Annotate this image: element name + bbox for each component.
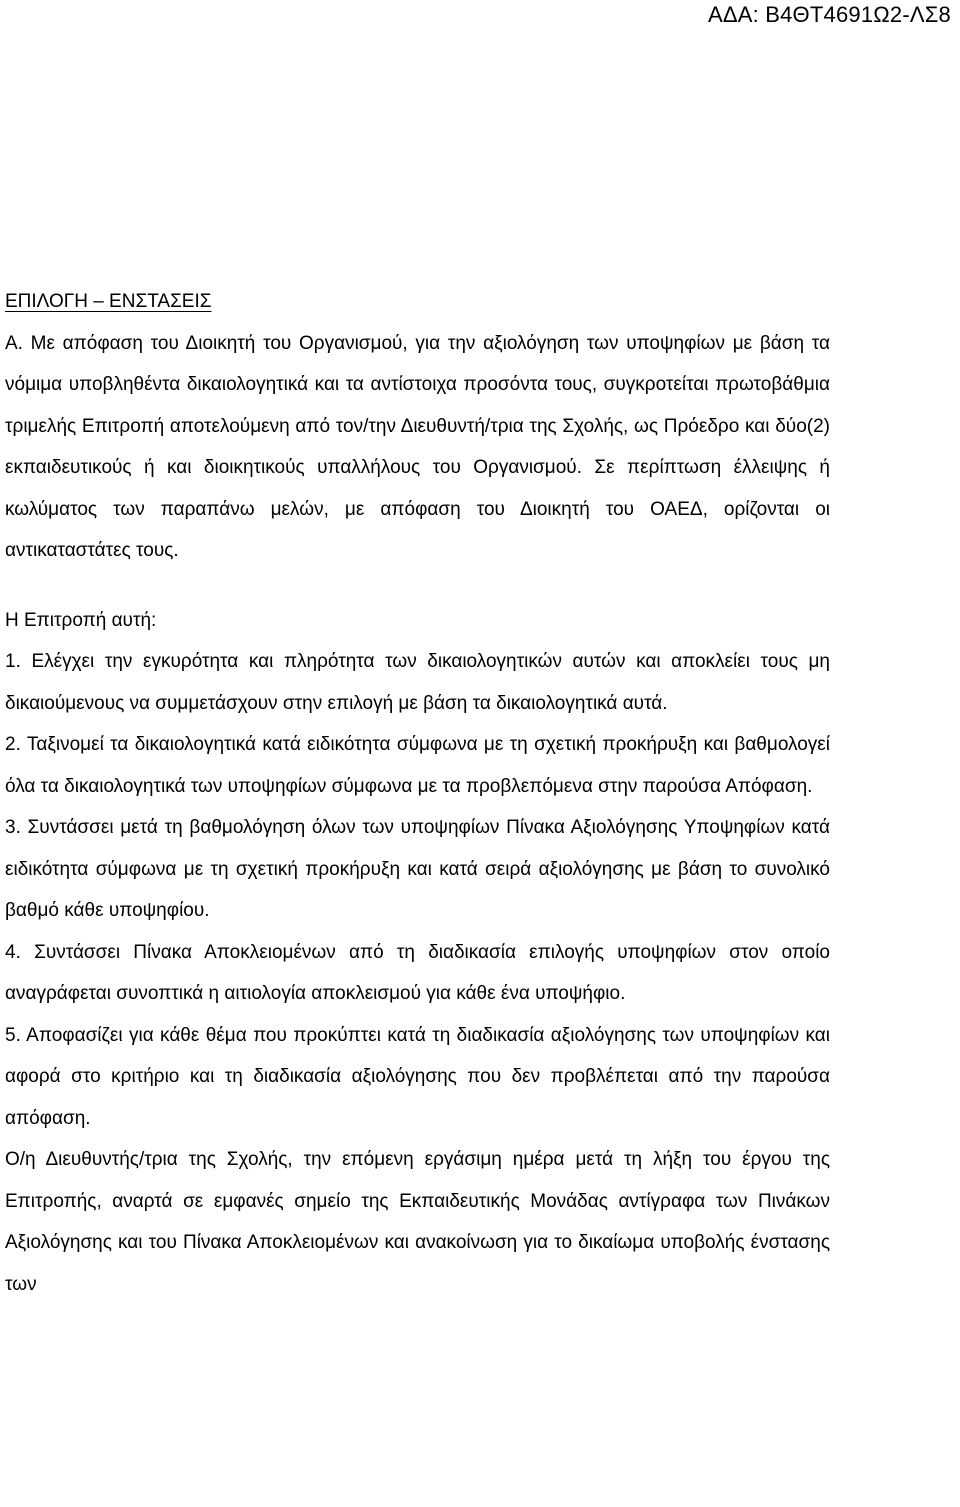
duty-item-5: 5. Αποφασίζει για κάθε θέμα που προκύπτει κατά τη διαδικασία αξιολόγησης των υποψηφίων και αφορά στο κριτήριο και τη διαδικασία αξιολόγησης που δεν προβλέπεται από την παρούσα απόφαση. [5,1024,830,1129]
duty-item-2: 2. Ταξινομεί τα δικαιολογητικά κατά ειδικότητα σύμφωνα με τη σχετική προκήρυξη και βαθμολογεί όλα τα δικαιολογητικά των υποψηφίων σύμφωνα με τα προβλεπόμενα στην παρούσα Απόφαση. [5,734,830,797]
committee-label: Η Επιτροπή αυτή: [5,609,157,631]
duty-item-3: 3. Συντάσσει μετά τη βαθμολόγηση όλων των υποψηφίων Πίνακα Αξιολόγησης Υποψηφίων κατά ειδικότητα σύμφωνα με τη σχετική προκήρυξη και κατά σειρά αξιολόγησης με βάση το συνολικό βαθμό κάθε υποψηφίου. [5,817,830,921]
document-body [5,281,830,1305]
duties-list [5,641,830,1139]
duty-item-4: 4. Συντάσσει Πίνακα Αποκλειομένων από τη διαδικασία επιλογής υποψηφίων στον οποίο αναγράφεται συνοπτικά η αιτιολογία αποκλεισμού για κάθε ένα υποψήφιο. [5,941,830,1004]
section-title: ΕΠΙΛΟΓΗ – ΕΝΣΤΑΣΕΙΣ [5,291,212,312]
duty-item-1: 1. Ελέγχει την εγκυρότητα και πληρότητα των δικαιολογητικών αυτών και αποκλείει τους μη δικαιούμενους να συμμετάσχουν στην επιλογή με βάση τα δικαιολογητικά αυτά. [5,651,830,714]
paragraph-a: Α. Με απόφαση του Διοικητή του Οργανισμού, για την αξιολόγηση των υποψηφίων με βάση τα νόμιμα υποβληθέντα δικαιολογητικά και τα αντίστοιχα προσόντα τους, συγκροτείται πρωτοβάθμια τριμελής Επιτροπή αποτελούμενη από τον/την Διευθυντή/τρια της Σχολής, ως Πρόεδρο και δύο(2) εκπαιδευτικούς ή και διοικητικούς υπαλλήλους του Οργανισμού. Σε περίπτωση έλλειψης ή κωλύματος των παραπάνω μελών, με απόφαση του Διοικητή του ΟΑΕΔ, ορίζονται οι αντικαταστάτες τους. [5,332,830,561]
closing-paragraph: Ο/η Διευθυντής/τρια της Σχολής, την επόμενη εργάσιμη ημέρα μετά τη λήξη του έργου της Επιτροπής, αναρτά σε εμφανές σημείο της Εκπαιδευτικής Μονάδας αντίγραφα των Πινάκων Αξιολόγησης και του Πίνακα Αποκλειομένων και ανακοίνωση για το δικαίωμα υποβολής ένστασης των [5,1149,830,1295]
ada-code-header: ΑΔΑ: Β4ΘΤ4691Ω2-ΛΣ8 [707,2,951,27]
